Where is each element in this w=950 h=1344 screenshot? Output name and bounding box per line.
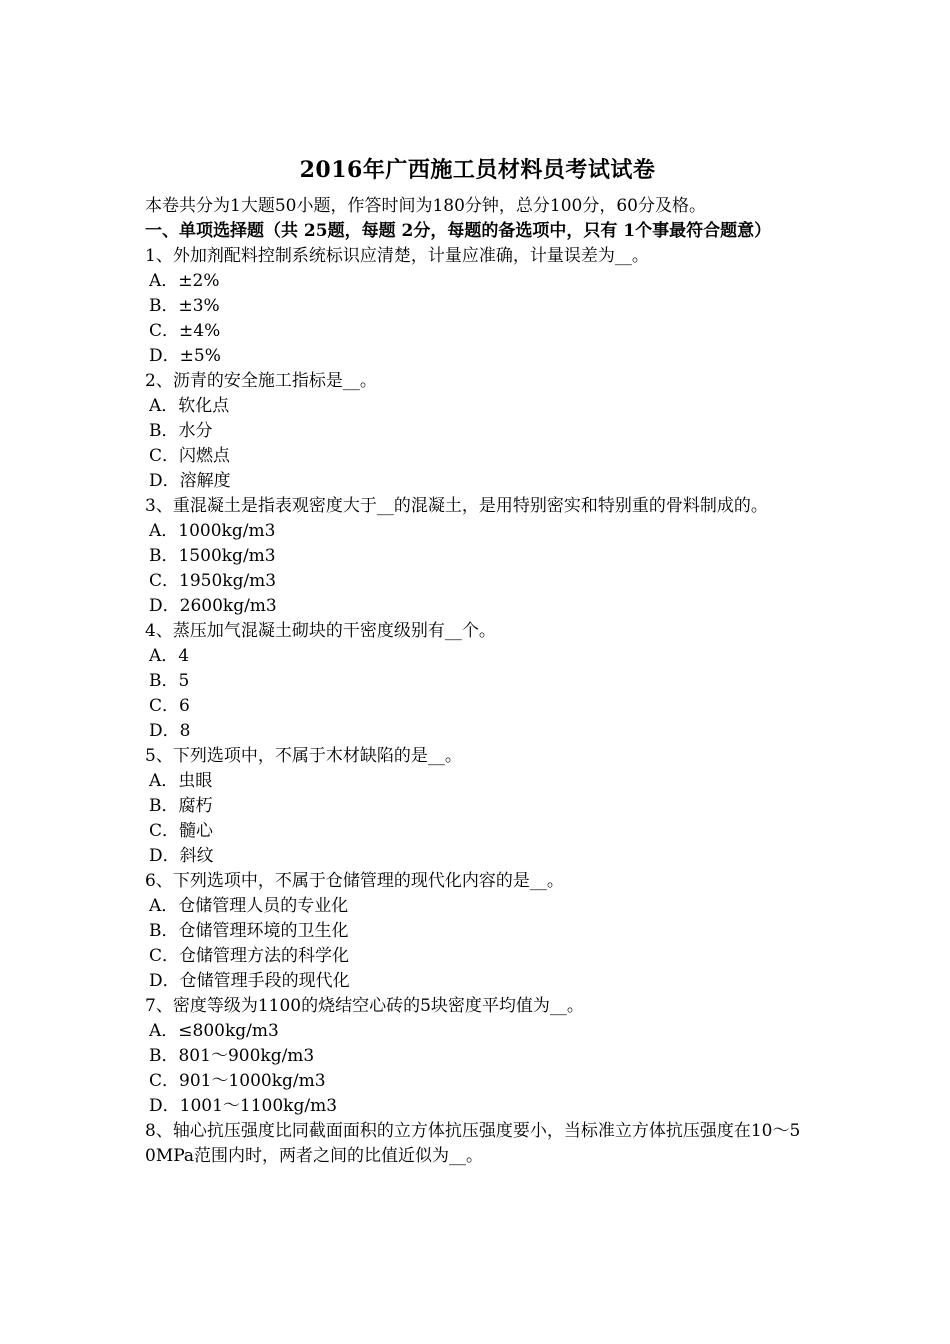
option-b: B．水分 (149, 421, 213, 441)
question-1 (145, 244, 810, 369)
question-stem: 6、下列选项中，不属于仓储管理的现代化内容的是__。 (145, 871, 564, 891)
question-7 (145, 994, 810, 1119)
section-heading: 一、单项选择题（共 25题，每题 2分，每题的备选项中，只有 1个事最符合题意） (145, 221, 772, 241)
option-d: D．8 (149, 721, 191, 741)
option-b: B．腐朽 (149, 796, 213, 816)
option-b: B．1500kg/m3 (149, 546, 276, 566)
option-d: D．2600kg/m3 (149, 596, 277, 616)
question-8 (145, 1119, 810, 1169)
question-3 (145, 494, 810, 619)
option-c: C．髓心 (149, 821, 214, 841)
question-stem: 7、密度等级为1100的烧结空心砖的5块密度平均值为__。 (145, 996, 584, 1016)
option-d: D．1001～1100kg/m3 (149, 1096, 338, 1116)
option-d: D．仓储管理手段的现代化 (149, 971, 350, 991)
document-page (145, 150, 810, 1169)
option-d: D．溶解度 (149, 471, 231, 491)
document-title: 2016年广西施工员材料员考试试卷 (299, 157, 656, 183)
option-a: A．软化点 (149, 396, 230, 416)
option-a: A．≤800kg/m3 (149, 1021, 279, 1041)
option-b: B．5 (149, 671, 190, 691)
option-b: B．801～900kg/m3 (149, 1046, 315, 1066)
option-b: B．仓储管理环境的卫生化 (149, 921, 349, 941)
option-c: C．6 (149, 696, 190, 716)
option-c: C．闪燃点 (149, 446, 231, 466)
option-d: D．斜纹 (149, 846, 214, 866)
question-6 (145, 869, 810, 994)
option-c: C．901～1000kg/m3 (149, 1071, 326, 1091)
question-stem: 8、轴心抗压强度比同截面面积的立方体抗压强度要小，当标准立方体抗压强度在10～50MPa范围内时，两者之间的比值近似为__。 (145, 1121, 801, 1166)
option-b: B．±3% (149, 296, 220, 316)
question-stem: 3、重混凝土是指表观密度大于__的混凝土，是用特别密实和特别重的骨料制成的。 (145, 496, 768, 516)
question-stem: 5、下列选项中，不属于木材缺陷的是__。 (145, 746, 462, 766)
question-4 (145, 619, 810, 744)
question-stem: 2、沥青的安全施工指标是__。 (145, 371, 377, 391)
question-stem: 4、蒸压加气混凝土砌块的干密度级别有__个。 (145, 621, 496, 641)
option-c: C．仓储管理方法的科学化 (149, 946, 350, 966)
question-2 (145, 369, 810, 494)
option-c: C．1950kg/m3 (149, 571, 277, 591)
option-a: A．±2% (149, 271, 220, 291)
exam-intro: 本卷共分为1大题50小题，作答时间为180分钟，总分100分，60分及格。 (145, 196, 706, 216)
option-d: D．±5% (149, 346, 221, 366)
option-a: A．4 (149, 646, 190, 666)
option-c: C．±4% (149, 321, 221, 341)
option-a: A．仓储管理人员的专业化 (149, 896, 349, 916)
option-a: A．1000kg/m3 (149, 521, 276, 541)
question-stem: 1、外加剂配料控制系统标识应清楚，计量应准确，计量误差为__。 (145, 246, 649, 266)
option-a: A．虫眼 (149, 771, 213, 791)
question-5 (145, 744, 810, 869)
